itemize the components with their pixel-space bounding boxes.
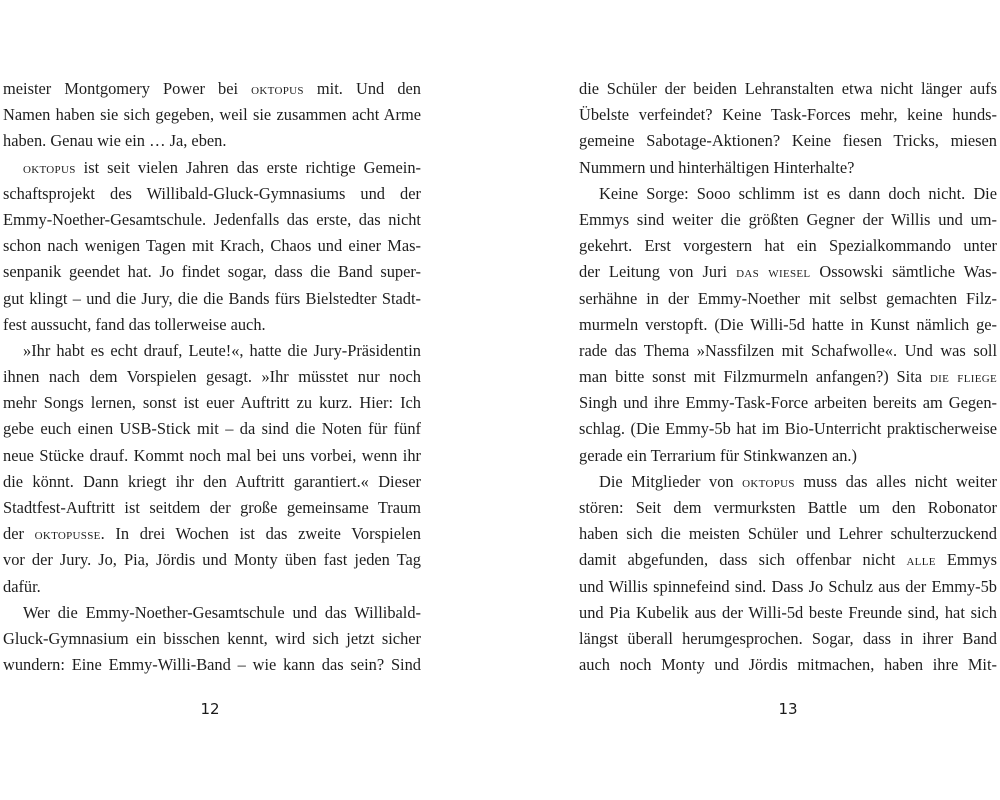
text-line: der oktopusse. In drei Wochen ist das zweite Vorspielen bbox=[3, 524, 421, 544]
text-line: schaftsprojekt des Willibald-Gluck-Gymnasiums und der bbox=[3, 183, 421, 203]
text-line: längst überall herumgesprochen. Sogar, dass in ihrer Band bbox=[579, 628, 997, 648]
text-line: serhähne in der Emmy-Noether mit selbst gemachten Filz- bbox=[579, 288, 997, 308]
text-line: gebe euch einen USB-Stick mit – da sind die Noten für fünf bbox=[3, 419, 421, 439]
text-line: gut klingt – und die Jury, die die Bands fürs Bielstedter Stadt- bbox=[3, 288, 421, 308]
text-line: auch noch Monty und Jördis mitmachen, haben ihre Mit- bbox=[579, 655, 997, 675]
text-line: Wer die Emmy-Noether-Gesamtschule und das Willibald- bbox=[23, 602, 421, 622]
text-line: ihnen nach dem Vorspielen gesagt. »Ihr müsstet nur noch bbox=[3, 367, 421, 387]
text-line: senpanik geendet hat. Jo findet sogar, dass die Band super- bbox=[3, 262, 421, 282]
text-line: die Schüler der beiden Lehranstalten etwa nicht länger aufs bbox=[579, 79, 997, 98]
text-line: Singh und ihre Emmy-Task-Force arbeiten bereits am Gegen- bbox=[579, 393, 997, 413]
page-number-right: 13 bbox=[778, 700, 798, 718]
text-line: oktopus ist seit vielen Jahren das erste richtige Gemein- bbox=[23, 157, 421, 177]
text-line: gekehrt. Erst vorgestern hat ein Spezialkommando unter bbox=[579, 236, 997, 256]
text-line: »Ihr habt es echt drauf, Leute!«, hatte die Jury-Präsidentin bbox=[23, 340, 421, 360]
text-line: wundern: Eine Emmy-Willi-Band – wie kann das sein? Sind bbox=[3, 655, 421, 675]
text-line: Stadtfest-Auftritt ist seitdem der große gemeinsame Traum bbox=[3, 498, 421, 517]
text-line: meister Montgomery Power bei oktopus mit. Und den bbox=[3, 79, 421, 98]
text-line: Keine Sorge: Sooo schlimm ist es dann doch nicht. Die bbox=[599, 183, 997, 203]
text-line: rade das Thema »Nassfilzen mit Schafwolle«. Und was soll bbox=[579, 340, 997, 360]
text-line: der Leitung von Juri das wiesel Ossowski sämtliche Was- bbox=[579, 262, 997, 282]
text-line: und Willis spinnefeind sind. Dass Jo Schulz aus der Emmy-5b bbox=[579, 576, 997, 596]
text-line: Emmy-Noether-Gesamtschule. Jedenfalls das erste, das nicht bbox=[3, 209, 421, 229]
text-line: schlag. (Die Emmy-5b hat im Bio-Unterricht praktischerweise bbox=[579, 419, 997, 439]
text-line: vor der Jury. Jo, Pia, Jördis und Monty üben fast jeden Tag bbox=[3, 550, 421, 570]
right-page bbox=[579, 76, 997, 716]
text-line: stören: Seit dem vermurksten Battle um den Robonator bbox=[579, 498, 997, 517]
text-line: und Pia Kubelik aus der Willi-5d beste Freunde sind, hat sich bbox=[579, 602, 997, 622]
text-line: fest aussucht, fand das tollerweise auch. bbox=[3, 314, 266, 334]
text-line: Übelste verfeindet? Keine Task-Forces mehr, keine hunds- bbox=[579, 105, 997, 125]
text-line: Gluck-Gymnasium ein bisschen kennt, wird sich jetzt sicher bbox=[3, 628, 421, 648]
text-line: neue Stücke drauf. Kommt noch mal bei uns vorbei, wenn ihr bbox=[3, 445, 421, 465]
text-line: Die Mitglieder von oktopus muss das alles nicht weiter bbox=[599, 471, 997, 491]
left-page bbox=[3, 76, 421, 716]
text-line: gerade ein Terrarium für Stinkwanzen an.) bbox=[579, 445, 857, 465]
text-line: murmeln verstopft. (Die Willi-5d hatte in Kunst nämlich ge- bbox=[579, 314, 997, 334]
text-line: Nummern und hinterhältigen Hinterhalte? bbox=[579, 157, 855, 177]
text-line: Namen haben sie sich gegeben, weil sie zusammen acht Arme bbox=[3, 105, 421, 125]
text-line: gemeine Sabotage-Aktionen? Keine fiesen Tricks, miesen bbox=[579, 131, 997, 151]
page-number-left: 12 bbox=[200, 700, 220, 718]
text-line: mehr Songs lernen, sonst ist euer Auftritt zu kurz. Hier: Ich bbox=[3, 393, 421, 413]
text-line: schon nach wenigen Tagen mit Krach, Chaos und einer Mas- bbox=[3, 236, 421, 256]
text-line: damit abgefunden, dass sich offenbar nicht alle Emmys bbox=[579, 550, 997, 570]
text-line: Emmys sind weiter die größten Gegner der Willis und um- bbox=[579, 209, 997, 229]
text-line: haben sich die meisten Schüler und Lehrer schulterzuckend bbox=[579, 524, 997, 544]
text-line: die könnt. Dann kriegt ihr den Auftritt garantiert.« Dieser bbox=[3, 471, 421, 491]
text-line: man bitte sonst mit Filzmurmeln anfangen?) Sita die fliege bbox=[579, 367, 997, 387]
text-line: dafür. bbox=[3, 576, 41, 596]
text-line: haben. Genau wie ein … Ja, eben. bbox=[3, 131, 227, 151]
